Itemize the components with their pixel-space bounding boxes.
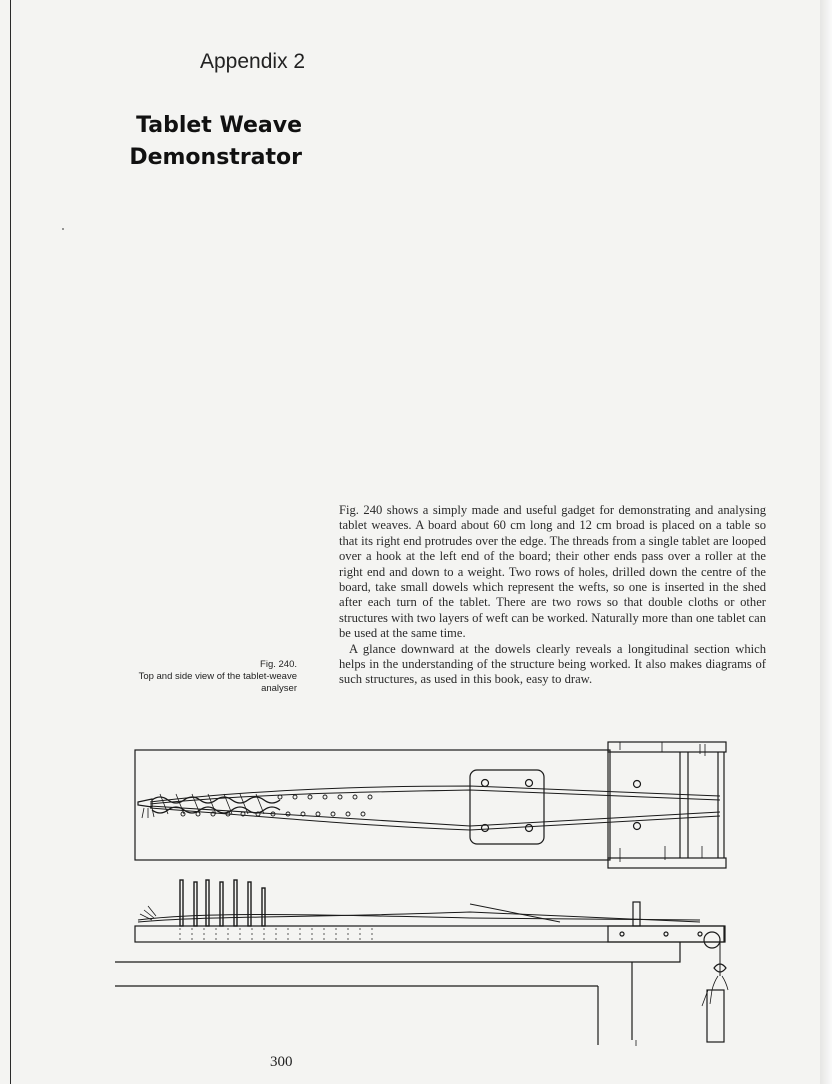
weight xyxy=(707,990,724,1042)
roller xyxy=(704,932,720,948)
appendix-label: Appendix 2 xyxy=(200,50,306,73)
figure-number: Fig. 240. xyxy=(260,659,297,670)
frame-top-bar xyxy=(608,742,726,752)
title-line-2: Demonstrator xyxy=(129,145,302,170)
frame-bottom-bar xyxy=(608,858,726,868)
hook xyxy=(138,799,152,807)
caption-line-2: analyser xyxy=(261,683,297,694)
paragraph-1: Fig. 240 shows a simply made and useful gadget for demonstrating and analysing tablet weaves. A board about 60 cm long and 12 cm broad is placed on a table so that its right end protrudes over the edge. The threads from a single tablet are looped over a hook at the left end of the board; their other ends pass over a roller at the right end and down to a weight. Two rows of holes, drilled down the centre of the board, take small dowels which represent the wefts, so one is inserted in the shed after each turn of the tablet. There are two rows so that double cloths or other structures with two layers of weft can be worked. Naturally more than one tablet can be used at the same time. xyxy=(339,503,766,641)
title-line-1: Tablet Weave xyxy=(136,113,302,138)
caption-line-1: Top and side view of the tablet-weave xyxy=(138,671,297,682)
paragraph-2: A glance downward at the dowels clearly reveals a longitudinal section which helps in the understanding of the structure being worked. It also makes diagrams of such structures, as used in this book, easy to draw. xyxy=(339,641,766,687)
side-view xyxy=(115,880,728,1046)
roller-post xyxy=(633,902,640,926)
page-number: 300 xyxy=(270,1054,293,1070)
board-side xyxy=(135,926,725,942)
top-view xyxy=(135,742,726,868)
tablet xyxy=(470,770,544,844)
woven-band xyxy=(152,794,280,814)
